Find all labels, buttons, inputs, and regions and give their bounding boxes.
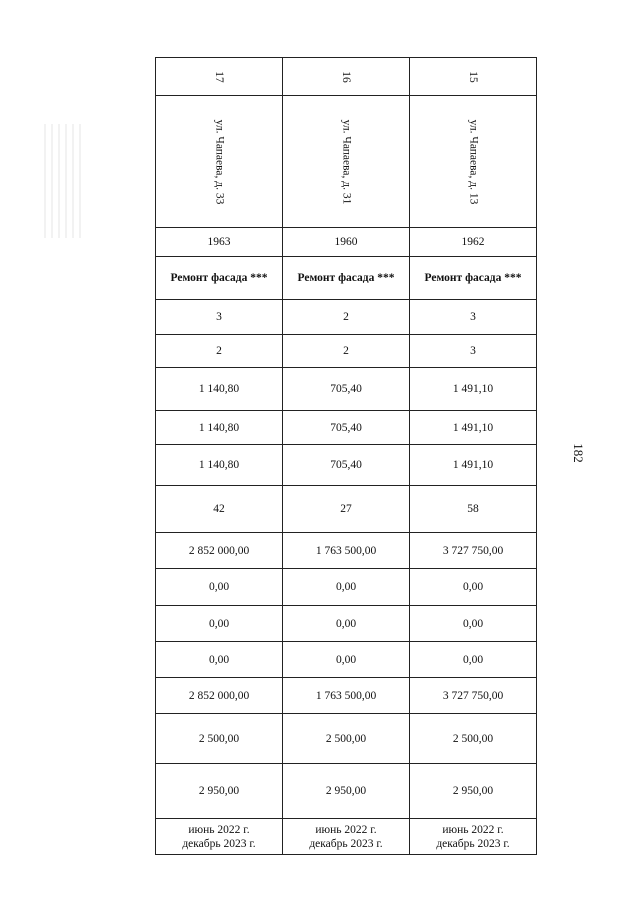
row-value-4 xyxy=(156,445,537,486)
row-work xyxy=(156,257,537,300)
cell-value: 2 950,00 xyxy=(156,764,283,819)
row-value-3 xyxy=(156,411,537,445)
cell-value: 42 xyxy=(156,486,283,533)
cell-value: 0,00 xyxy=(156,569,283,606)
period-end: декабрь 2023 г. xyxy=(436,837,510,850)
row-value-0 xyxy=(156,300,537,335)
cell-year: 1963 xyxy=(156,228,283,257)
row-address xyxy=(156,96,537,228)
cell-value: 27 xyxy=(283,486,410,533)
page-number: 182 xyxy=(570,443,586,463)
cell-period xyxy=(410,819,537,855)
row-value-7 xyxy=(156,569,537,606)
row-value-1 xyxy=(156,335,537,368)
cell-value: 2 500,00 xyxy=(410,714,537,764)
cell-work: Ремонт фасада *** xyxy=(410,257,537,300)
cell-value: 3 xyxy=(156,300,283,335)
cell-address: ул. Чапаева, д. 13 xyxy=(466,119,479,204)
cell-value: 58 xyxy=(410,486,537,533)
cell-value: 2 950,00 xyxy=(283,764,410,819)
row-value-10 xyxy=(156,678,537,714)
cell-value: 0,00 xyxy=(283,606,410,642)
cell-value: 0,00 xyxy=(410,642,537,678)
row-value-2 xyxy=(156,368,537,411)
cell-value: 1 491,10 xyxy=(410,411,537,445)
cell-value: 0,00 xyxy=(410,606,537,642)
cell-value: 1 140,80 xyxy=(156,368,283,411)
row-value-9 xyxy=(156,642,537,678)
cell-value: 0,00 xyxy=(410,569,537,606)
cell-value: 705,40 xyxy=(283,368,410,411)
cell-value: 1 763 500,00 xyxy=(283,678,410,714)
cell-value: 2 500,00 xyxy=(283,714,410,764)
cell-value: 2 xyxy=(283,335,410,368)
cell-value: 705,40 xyxy=(283,411,410,445)
row-value-12 xyxy=(156,764,537,819)
cell-number: 16 xyxy=(340,70,352,83)
period-end: декабрь 2023 г. xyxy=(309,837,383,850)
cell-value: 1 491,10 xyxy=(410,445,537,486)
period-end: декабрь 2023 г. xyxy=(182,837,256,850)
cell-value: 3 727 750,00 xyxy=(410,678,537,714)
row-value-6 xyxy=(156,533,537,569)
row-value-5 xyxy=(156,486,537,533)
cell-value: 705,40 xyxy=(283,445,410,486)
cell-value: 0,00 xyxy=(283,642,410,678)
faint-bleed-through-mark xyxy=(44,124,86,238)
cell-number: 17 xyxy=(213,70,225,83)
cell-period xyxy=(156,819,283,855)
cell-period xyxy=(283,819,410,855)
cell-value: 1 140,80 xyxy=(156,445,283,486)
cell-year: 1962 xyxy=(410,228,537,257)
cell-value: 3 xyxy=(410,300,537,335)
cell-value: 0,00 xyxy=(156,642,283,678)
cell-number: 15 xyxy=(467,70,479,83)
cell-work: Ремонт фасада *** xyxy=(283,257,410,300)
cell-value: 2 852 000,00 xyxy=(156,678,283,714)
cell-address: ул. Чапаева, д. 33 xyxy=(212,119,225,204)
cell-value: 2 xyxy=(283,300,410,335)
cell-value: 2 852 000,00 xyxy=(156,533,283,569)
cell-address: ул. Чапаева, д. 31 xyxy=(339,119,352,204)
cell-value: 0,00 xyxy=(156,606,283,642)
row-period xyxy=(156,819,537,855)
cell-value: 3 xyxy=(410,335,537,368)
cell-year: 1960 xyxy=(283,228,410,257)
cell-value: 3 727 750,00 xyxy=(410,533,537,569)
cell-work: Ремонт фасада *** xyxy=(156,257,283,300)
cell-value: 1 491,10 xyxy=(410,368,537,411)
row-value-8 xyxy=(156,606,537,642)
cell-value: 0,00 xyxy=(283,569,410,606)
row-number xyxy=(156,58,537,96)
cell-value: 1 763 500,00 xyxy=(283,533,410,569)
repair-table xyxy=(155,57,537,855)
cell-value: 2 xyxy=(156,335,283,368)
period-start: июнь 2022 г. xyxy=(442,823,504,836)
row-value-11 xyxy=(156,714,537,764)
cell-value: 2 500,00 xyxy=(156,714,283,764)
period-start: июнь 2022 г. xyxy=(188,823,250,836)
cell-value: 2 950,00 xyxy=(410,764,537,819)
cell-value: 1 140,80 xyxy=(156,411,283,445)
period-start: июнь 2022 г. xyxy=(315,823,377,836)
row-year xyxy=(156,228,537,257)
